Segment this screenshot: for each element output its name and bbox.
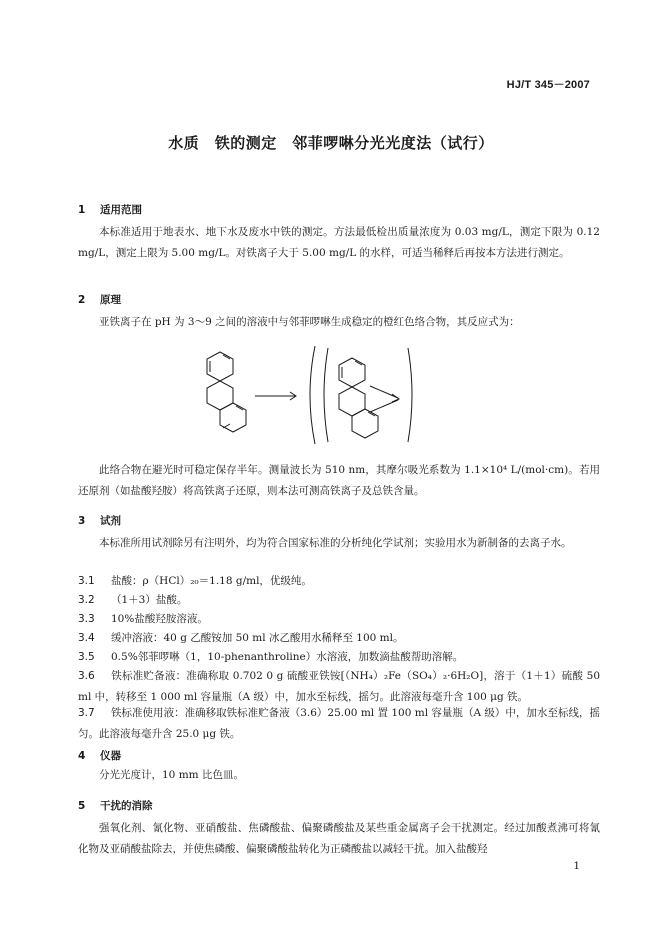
reagent-number: 3.7 [78,707,95,719]
section-1-title: 适用范围 [100,204,142,216]
left-bracket-outer [310,346,315,444]
complex-structure [339,358,378,438]
reagent-number: 3.6 [78,670,95,682]
reaction-diagram [150,340,470,450]
reagent-item [78,647,600,668]
right-bracket [408,348,412,442]
reagent-text: 铁标准使用液：准确移取铁标准贮备液（3.6）25.00 ml 置 100 ml 容量瓶（A 级）中，加水至标线，摇匀。此溶液每毫升含 25.0 μg 铁。 [78,707,600,740]
reagent-text: 10%盐酸羟胺溶液。 [111,613,208,625]
section-3-number: 3 [78,515,86,527]
reagent-item [78,703,600,745]
reagent-item [78,609,600,630]
section-4-paragraph: 分光光度计，10 mm 比色皿。 [99,769,244,781]
reagent-number: 3.2 [78,594,95,606]
section-2-paragraph-2: 此络合物在避光时可稳定保存半年。测量波长为 510 nm，其摩尔吸光系数为 1.1×10⁴ L/(mol·cm)。若用还原剂（如盐酸羟胺）将高铁离子还原，则本法可测高铁离子及总铁含量。 [78,464,600,497]
section-5-heading [78,798,153,813]
section-4-heading [78,748,121,763]
reagent-item [78,666,600,708]
section-4-number: 4 [78,750,86,762]
phenanthroline-structure [207,352,246,432]
section-2-heading [78,292,121,307]
reagent-text: 缓冲溶液：40 g 乙酸铵加 50 ml 冰乙酸用水稀释至 100 ml。 [111,632,404,644]
reaction-formula [150,340,470,454]
section-1-heading [78,202,142,217]
section-4-title: 仪器 [100,750,121,762]
reagent-text: （1＋3）盐酸。 [111,594,188,606]
page-number: 1 [573,860,580,872]
standard-number: HJ/T 345－2007 [506,79,590,91]
section-3-title: 试剂 [100,515,121,527]
section-3-heading [78,513,121,528]
reagent-item [78,571,600,592]
reagent-text: 铁标准贮备液：准确称取 0.702 0 g 硫酸亚铁铵[（NH₄）₂Fe（SO₄）₂·6H₂O]，溶于（1＋1）硫酸 50 ml 中，转移至 1 000 ml 容量瓶（A 级）中，加水至标线，摇匀。此溶液每毫升含 100 μg 铁。 [78,670,600,703]
reagent-item [78,590,600,611]
reagent-number: 3.3 [78,613,95,625]
reagent-number: 3.5 [78,651,95,663]
section-5-title: 干扰的消除 [100,800,153,812]
section-1-number: 1 [78,204,86,216]
document-title: 水质 铁的测定 邻菲啰啉分光光度法（试行） [168,134,494,152]
section-5-number: 5 [78,800,86,812]
section-3-intro: 本标准所用试剂除另有注明外，均为符合国家标准的分析纯化学试剂；实验用水为新制备的去离子水。 [99,537,572,549]
section-1-paragraph: 本标准适用于地表水、地下水及废水中铁的测定。方法最低检出质量浓度为 0.03 mg/L，测定下限为 0.12 mg/L，测定上限为 5.00 mg/L。对铁离子大于 5.00 mg/L 的水样，可适当稀释后再按本方法进行测定。 [78,226,600,259]
reagent-number: 3.4 [78,632,95,644]
reagent-text: 0.5%邻菲啰啉（1，10-phenanthroline）水溶液，加数滴盐酸帮助溶解。 [111,651,464,663]
section-2-paragraph-1: 亚铁离子在 pH 为 3～9 之间的溶液中与邻菲啰啉生成稳定的橙红色络合物，其反应式为： [99,316,520,328]
reagent-item [78,628,600,649]
section-5-paragraph: 强氧化剂、氰化物、亚硝酸盐、焦磷酸盐、偏聚磷酸盐及某些重金属离子会干扰测定。经过加酸煮沸可将氰化物及亚硝酸盐除去，并使焦磷酸、偏聚磷酸盐转化为正磷酸盐以减轻干扰。加入盐酸羟 [78,822,600,855]
left-bracket-inner [324,348,328,442]
section-2-number: 2 [78,294,86,306]
reagent-number: 3.1 [78,575,95,587]
reagent-text: 盐酸：ρ（HCl）₂₀＝1.18 g/ml，优级纯。 [111,575,312,587]
section-2-title: 原理 [100,294,121,306]
